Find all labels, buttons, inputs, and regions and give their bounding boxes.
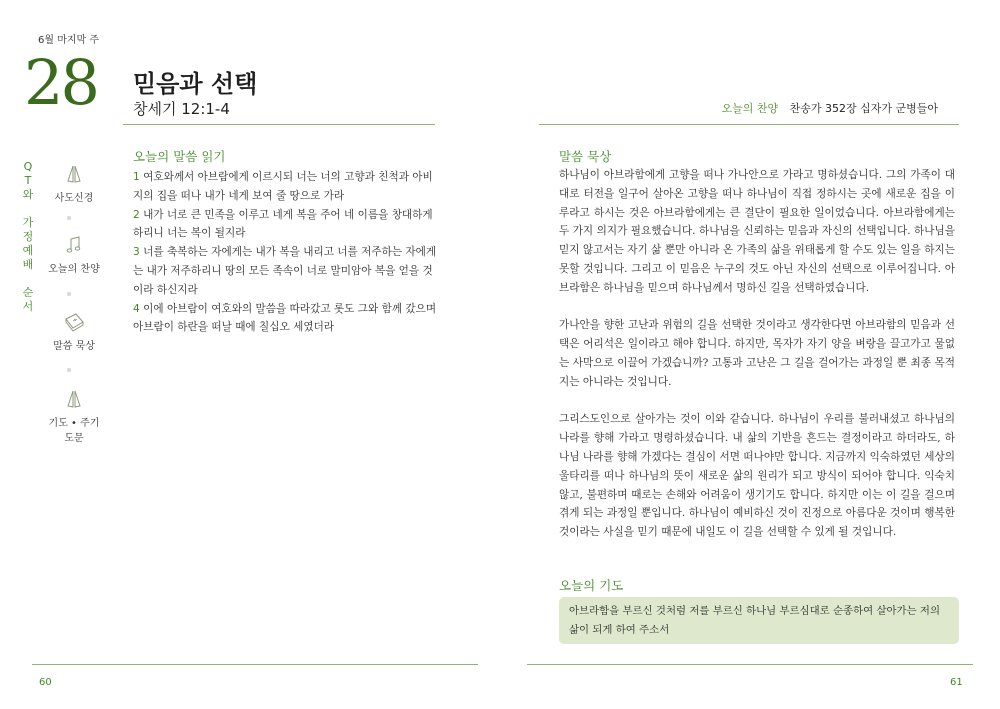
- week-label: 6월 마지막 주: [38, 35, 100, 46]
- vertical-char: 가: [22, 216, 34, 229]
- todays-praise: [721, 100, 938, 116]
- vertical-char: 와: [22, 188, 34, 201]
- verse-number: 3: [133, 246, 140, 259]
- praying-hands-icon: [63, 163, 85, 185]
- verse: [133, 300, 437, 338]
- scripture-reading: [133, 168, 437, 337]
- day-number: 28: [24, 46, 97, 119]
- sidebar-dot: [67, 292, 71, 296]
- sidebar-item-label: 오늘의 찬양: [48, 264, 100, 275]
- sidebar-item-word-meditation: [46, 311, 102, 352]
- sidebar-item-prayer-lords-prayer: [46, 388, 102, 444]
- page-title: 믿음과 선택: [133, 70, 258, 98]
- vertical-gap: [22, 272, 34, 286]
- meditation-body: [559, 166, 955, 561]
- vertical-gap: [22, 202, 34, 216]
- header-divider-left: [123, 124, 435, 125]
- prayer-box: 아브라함을 부르신 것처럼 저를 부르신 하나님 부르심대로 순종하여 살아가는 저의 삶이 되게 하여 주소서: [559, 597, 959, 644]
- sidebar-item-todays-praise: [46, 234, 102, 275]
- verse-text: 여호와께서 아브람에게 이르시되 너는 너의 고향과 친척과 아비지의 집을 떠나 내가 네게 보여 줄 땅으로 가라: [133, 171, 433, 202]
- meditation-paragraph: 그리스도인으로 살아가는 것이 이와 같습니다. 하나님이 우리를 불러내셨고 하나님의 나라를 향해 가라고 명령하셨습니다. 내 삶의 기반을 흔드는 결정이라고 하더라도, 하나님 나라를 향해 가겠다는 결심이 서면 떠나야만 합니다. 지금까지 익숙하였던 세상의 울타리를 떠나 하나님의 뜻이 새로운 삶의 원리가 되고 방식이 되어야 합니다. 익숙치 않고, 불편하며 때로는 손해와 어려움이 생기기도 합니다. 하지만 이는 이 길을 걸으며 겪게 되는 과정일 뿐입니다. 하나님이 예비하신 것이 진정으로 아름다운 것이며 행복한 것이라는 사실을 믿기 때문에 내일도 이 길을 선택할 수 있게 될 것입니다.: [559, 413, 955, 539]
- verse-number: 1: [133, 171, 140, 183]
- verse-number: 2: [133, 208, 140, 221]
- music-note-icon: [63, 234, 85, 256]
- meditation-heading: 말씀 묵상: [559, 149, 612, 164]
- verse-text: 내가 너로 큰 민족을 이루고 네게 복을 주어 네 이름을 창대하게 하리니 너는 복이 될지라: [133, 208, 433, 240]
- vertical-char: 정: [22, 230, 34, 243]
- meditation-paragraph: 가나안을 향한 고난과 위험의 길을 선택한 것이라고 생각한다면 아브라함의 믿음과 선택은 어리석은 일이라고 해야 합니다. 하지만, 목자가 자기 양을 벼랑을 끌고가고 물없는 사막으로 이끌어 가겠습니까? 고통과 고난은 그 길을 걸어가는 과정일 뿐 최종 목적지는 아니라는 것입니다.: [559, 319, 955, 388]
- verse-text: 이에 아브람이 여호와의 말씀을 따라갔고 롯도 그와 함께 갔으며 아브람이 하란을 떠날 때에 칠십오 세였더라: [133, 302, 437, 334]
- scripture-reference: 창세기 12:1-4: [133, 100, 230, 118]
- bible-book-icon: [62, 311, 86, 333]
- praise-value: 찬송가 352장 십자가 군병들아: [789, 102, 938, 115]
- verse: [133, 206, 437, 244]
- sidebar-item-apostles-creed: [46, 163, 102, 204]
- sidebar-item-label: 사도신경: [54, 193, 94, 204]
- vertical-char: T: [24, 174, 32, 187]
- praying-hands-icon: [63, 388, 85, 410]
- footer-divider-left: [32, 664, 478, 665]
- sidebar-item-label: 말씀 묵상: [53, 341, 95, 352]
- prayer-heading: 오늘의 기도: [559, 578, 624, 593]
- sidebar-item-label: 기도 • 주기도문: [48, 418, 100, 444]
- verse: [133, 243, 437, 299]
- praise-key: 오늘의 찬양: [721, 102, 779, 115]
- verse: [133, 168, 437, 206]
- meditation-paragraph: 하나님이 아브라함에게 고향을 떠나 가나안으로 가라고 명하셨습니다. 그의 가족이 대대로 터전을 일구어 살아온 고향을 떠나 하나님이 직접 정하시는 곳에 새로운 집을 이루라고 하시는 것은 아브라함에게는 큰 결단이 필요한 일이었습니다. 아브라함에게는 두 가지 의지가 필요했습니다. 하나님을 신뢰하는 믿음과 자신의 선택입니다. 하나님을 믿지 않고서는 자기 삶 뿐만 아니라 온 가족의 삶을 위태롭게 할 수도 있는 일을 하지는 못할 것입니다. 그리고 이 믿음은 누구의 것도 아닌 자신의 선택으로 이루어집니다. 아브라함은 하나님을 믿으며 하나님께서 명하신 길을 선택하였습니다.: [559, 169, 955, 294]
- reading-heading: 오늘의 말씀 읽기: [133, 149, 226, 164]
- verse-text: 너를 축복하는 자에게는 내가 복을 내리고 너를 저주하는 자에게는 내가 저주하리니 땅의 모든 족속이 너로 말미암아 복을 얻을 것이라 하신지라: [133, 246, 437, 296]
- vertical-char: 배: [22, 258, 34, 271]
- verse-number: 4: [133, 302, 140, 315]
- vertical-char: 서: [22, 300, 34, 313]
- header-divider-right: [539, 124, 959, 125]
- sidebar-dot: [67, 216, 71, 220]
- sidebar-dot: [67, 368, 71, 372]
- page-number-right: 61: [950, 677, 963, 688]
- vertical-char: 순: [22, 286, 34, 299]
- qt-order-vertical-label: [22, 160, 34, 314]
- footer-divider-right: [527, 664, 973, 665]
- vertical-char: 예: [22, 244, 34, 257]
- vertical-char: Q: [23, 160, 33, 173]
- page-number-left: 60: [39, 677, 52, 688]
